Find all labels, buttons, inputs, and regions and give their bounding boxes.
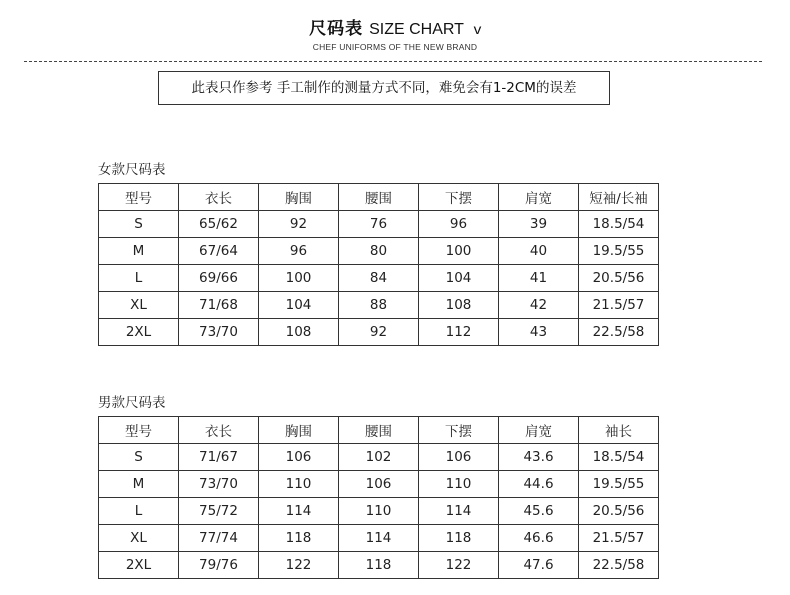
table-cell: 43 [499, 319, 579, 346]
table-cell: XL [99, 525, 179, 552]
table-cell: 2XL [99, 552, 179, 579]
column-header: 袖长 [579, 417, 659, 444]
table-cell: 45.6 [499, 498, 579, 525]
table-cell: 40 [499, 238, 579, 265]
table-cell: 43.6 [499, 444, 579, 471]
table-row [99, 444, 659, 471]
table-cell: 39 [499, 211, 579, 238]
table-cell: 73/70 [179, 319, 259, 346]
column-header: 腰围 [339, 417, 419, 444]
table-cell: 92 [339, 319, 419, 346]
table-cell: 114 [339, 525, 419, 552]
table-cell: M [99, 238, 179, 265]
table-cell: 84 [339, 265, 419, 292]
table-cell: 110 [419, 471, 499, 498]
table-cell: 110 [339, 498, 419, 525]
table-row [99, 265, 659, 292]
table-cell: 18.5/54 [579, 211, 659, 238]
column-header: 衣长 [179, 417, 259, 444]
table-cell: 106 [259, 444, 339, 471]
table-cell: 122 [259, 552, 339, 579]
table-row [99, 525, 659, 552]
column-header: 腰围 [339, 184, 419, 211]
column-header: 肩宽 [499, 184, 579, 211]
men-size-table-title: 男款尺码表 [98, 395, 166, 411]
header [0, 18, 790, 52]
table-cell: 118 [259, 525, 339, 552]
column-header: 胸围 [259, 184, 339, 211]
table-cell: 71/68 [179, 292, 259, 319]
disclaimer-note: 此表只作参考 手工制作的测量方式不同，难免会有1-2CM的误差 [158, 71, 610, 105]
table-cell: 21.5/57 [579, 525, 659, 552]
table-cell: 110 [259, 471, 339, 498]
page-title [0, 18, 790, 41]
table-cell: 42 [499, 292, 579, 319]
table-cell: L [99, 498, 179, 525]
table-cell: 18.5/54 [579, 444, 659, 471]
table-cell: 47.6 [499, 552, 579, 579]
table-cell: 67/64 [179, 238, 259, 265]
table-cell: 19.5/55 [579, 471, 659, 498]
table-cell: S [99, 444, 179, 471]
table-cell: 65/62 [179, 211, 259, 238]
table-cell: 96 [419, 211, 499, 238]
table-cell: 108 [419, 292, 499, 319]
table-cell: 96 [259, 238, 339, 265]
table-cell: 2XL [99, 319, 179, 346]
table-row [99, 319, 659, 346]
table-cell: 106 [339, 471, 419, 498]
title-english: SIZE CHART [369, 21, 464, 38]
table-header-row [99, 417, 659, 444]
table-cell: 76 [339, 211, 419, 238]
column-header: 短袖/长袖 [579, 184, 659, 211]
table-cell: S [99, 211, 179, 238]
table-cell: 114 [259, 498, 339, 525]
table-cell: 106 [419, 444, 499, 471]
women-size-table-title: 女款尺码表 [98, 162, 166, 178]
table-cell: 122 [419, 552, 499, 579]
table-cell: 104 [259, 292, 339, 319]
column-header: 型号 [99, 184, 179, 211]
table-cell: 100 [259, 265, 339, 292]
table-row [99, 471, 659, 498]
column-header: 下摆 [419, 417, 499, 444]
table-cell: 77/74 [179, 525, 259, 552]
table-cell: 100 [419, 238, 499, 265]
title-chinese: 尺码表 [309, 19, 364, 39]
table-cell: 108 [259, 319, 339, 346]
table-cell: 118 [339, 552, 419, 579]
table-cell: 69/66 [179, 265, 259, 292]
table-cell: 21.5/57 [579, 292, 659, 319]
table-cell: 46.6 [499, 525, 579, 552]
table-cell: 19.5/55 [579, 238, 659, 265]
table-cell: 44.6 [499, 471, 579, 498]
men-size-table [98, 416, 659, 579]
table-cell: M [99, 471, 179, 498]
table-cell: 22.5/58 [579, 319, 659, 346]
table-cell: 73/70 [179, 471, 259, 498]
divider [24, 61, 762, 62]
column-header: 型号 [99, 417, 179, 444]
table-cell: 80 [339, 238, 419, 265]
chevron-down-icon: v [473, 21, 482, 37]
table-cell: 118 [419, 525, 499, 552]
table-cell: 79/76 [179, 552, 259, 579]
column-header: 下摆 [419, 184, 499, 211]
page-subtitle: CHEF UNIFORMS OF THE NEW BRAND [312, 42, 478, 52]
table-cell: 71/67 [179, 444, 259, 471]
table-cell: 20.5/56 [579, 498, 659, 525]
table-cell: 75/72 [179, 498, 259, 525]
table-cell: 88 [339, 292, 419, 319]
table-cell: 20.5/56 [579, 265, 659, 292]
table-cell: XL [99, 292, 179, 319]
column-header: 肩宽 [499, 417, 579, 444]
table-cell: 114 [419, 498, 499, 525]
table-row [99, 498, 659, 525]
table-cell: 104 [419, 265, 499, 292]
table-cell: 102 [339, 444, 419, 471]
table-cell: 112 [419, 319, 499, 346]
table-cell: 41 [499, 265, 579, 292]
table-cell: 22.5/58 [579, 552, 659, 579]
table-row [99, 552, 659, 579]
table-cell: 92 [259, 211, 339, 238]
table-row [99, 211, 659, 238]
table-row [99, 292, 659, 319]
column-header: 衣长 [179, 184, 259, 211]
column-header: 胸围 [259, 417, 339, 444]
table-row [99, 238, 659, 265]
table-header-row [99, 184, 659, 211]
table-cell: L [99, 265, 179, 292]
women-size-table [98, 183, 659, 346]
